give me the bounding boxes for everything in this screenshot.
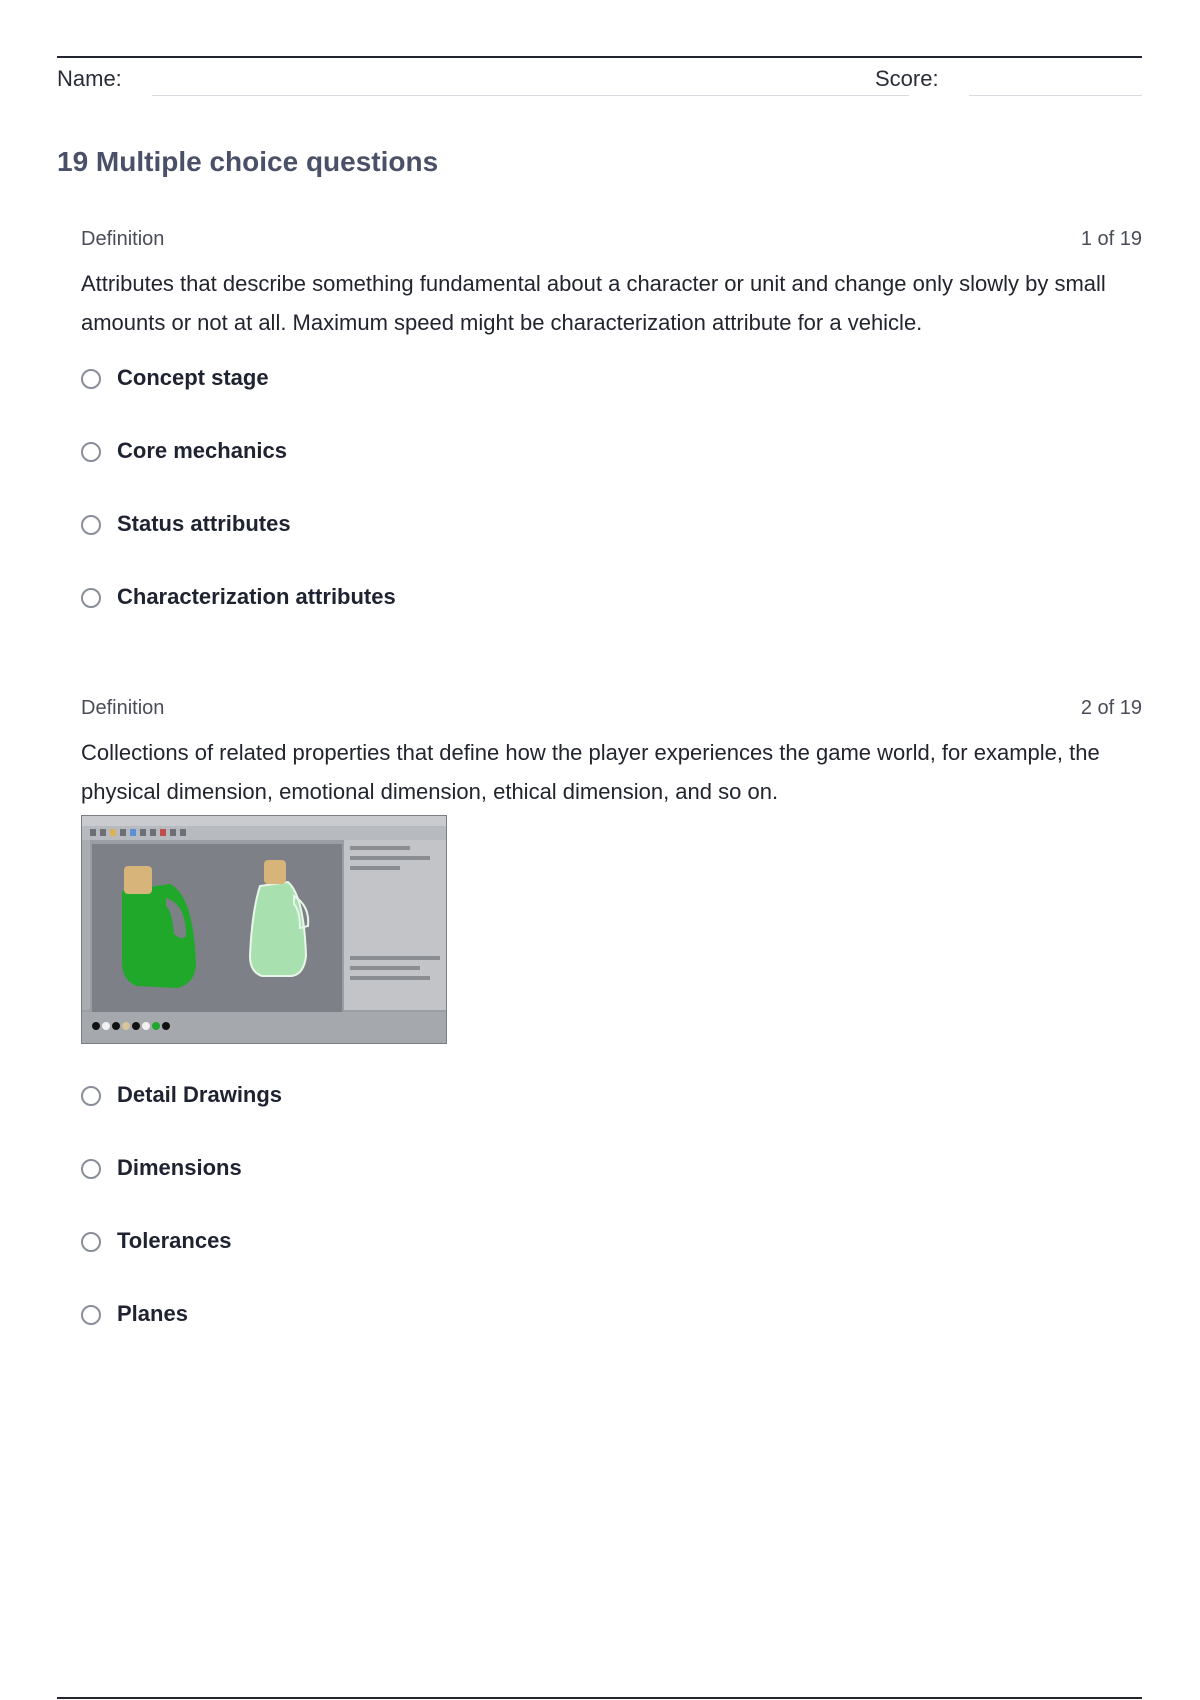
question-type: Definition: [81, 697, 165, 719]
name-score-row: [57, 62, 1142, 98]
question-counter: 2 of 19: [1080, 697, 1142, 719]
option-label: Dimensions: [117, 1155, 242, 1180]
option-label: Planes: [117, 1301, 188, 1326]
radio-button[interactable]: [81, 1232, 101, 1252]
question-2: [81, 697, 1142, 1366]
option-label: Tolerances: [117, 1228, 232, 1253]
question-header: [81, 697, 1142, 727]
answer-option[interactable]: [81, 1293, 1142, 1366]
modeling-software-illustration: [82, 816, 446, 1043]
3d-modeling-screenshot-image: [81, 815, 447, 1044]
option-label: Core mechanics: [117, 438, 287, 463]
question-prompt: Attributes that describe something fundamental about a character or unit and change only slowly by small amounts or not at all. Maximum speed might be characterization attribute for a vehicle.: [81, 271, 1106, 335]
radio-button[interactable]: [81, 442, 101, 462]
question-header: [81, 228, 1142, 258]
answer-option[interactable]: [81, 1220, 1142, 1293]
option-label: Concept stage: [117, 365, 269, 390]
radio-button[interactable]: [81, 515, 101, 535]
answer-options: [81, 357, 1142, 649]
name-field[interactable]: [152, 95, 909, 96]
top-rule: [57, 56, 1142, 58]
question-counter: 1 of 19: [1080, 228, 1142, 250]
answer-option[interactable]: [81, 1147, 1142, 1220]
answer-option[interactable]: [81, 430, 1142, 503]
answer-option[interactable]: [81, 576, 1142, 649]
radio-button[interactable]: [81, 1305, 101, 1325]
score-field[interactable]: [969, 95, 1142, 96]
section-title: 19 Multiple choice questions: [57, 146, 439, 177]
score-label: Score:: [875, 66, 939, 91]
radio-button[interactable]: [81, 588, 101, 608]
question-1: [81, 228, 1142, 649]
bottom-rule: [57, 1697, 1142, 1699]
answer-option[interactable]: [81, 1074, 1142, 1147]
answer-option[interactable]: [81, 503, 1142, 576]
worksheet-page: [57, 0, 1142, 1700]
name-label: Name:: [57, 66, 122, 91]
question-type: Definition: [81, 228, 165, 250]
answer-options: [81, 1074, 1142, 1366]
radio-button[interactable]: [81, 1086, 101, 1106]
question-prompt: Collections of related properties that define how the player experiences the game world, for example, the physical dimension, emotional dimension, ethical dimension, and so on.: [81, 740, 1100, 804]
option-label: Status attributes: [117, 511, 291, 536]
option-label: Characterization attributes: [117, 584, 396, 609]
answer-option[interactable]: [81, 357, 1142, 430]
radio-button[interactable]: [81, 1159, 101, 1179]
option-label: Detail Drawings: [117, 1082, 283, 1107]
radio-button[interactable]: [81, 369, 101, 389]
